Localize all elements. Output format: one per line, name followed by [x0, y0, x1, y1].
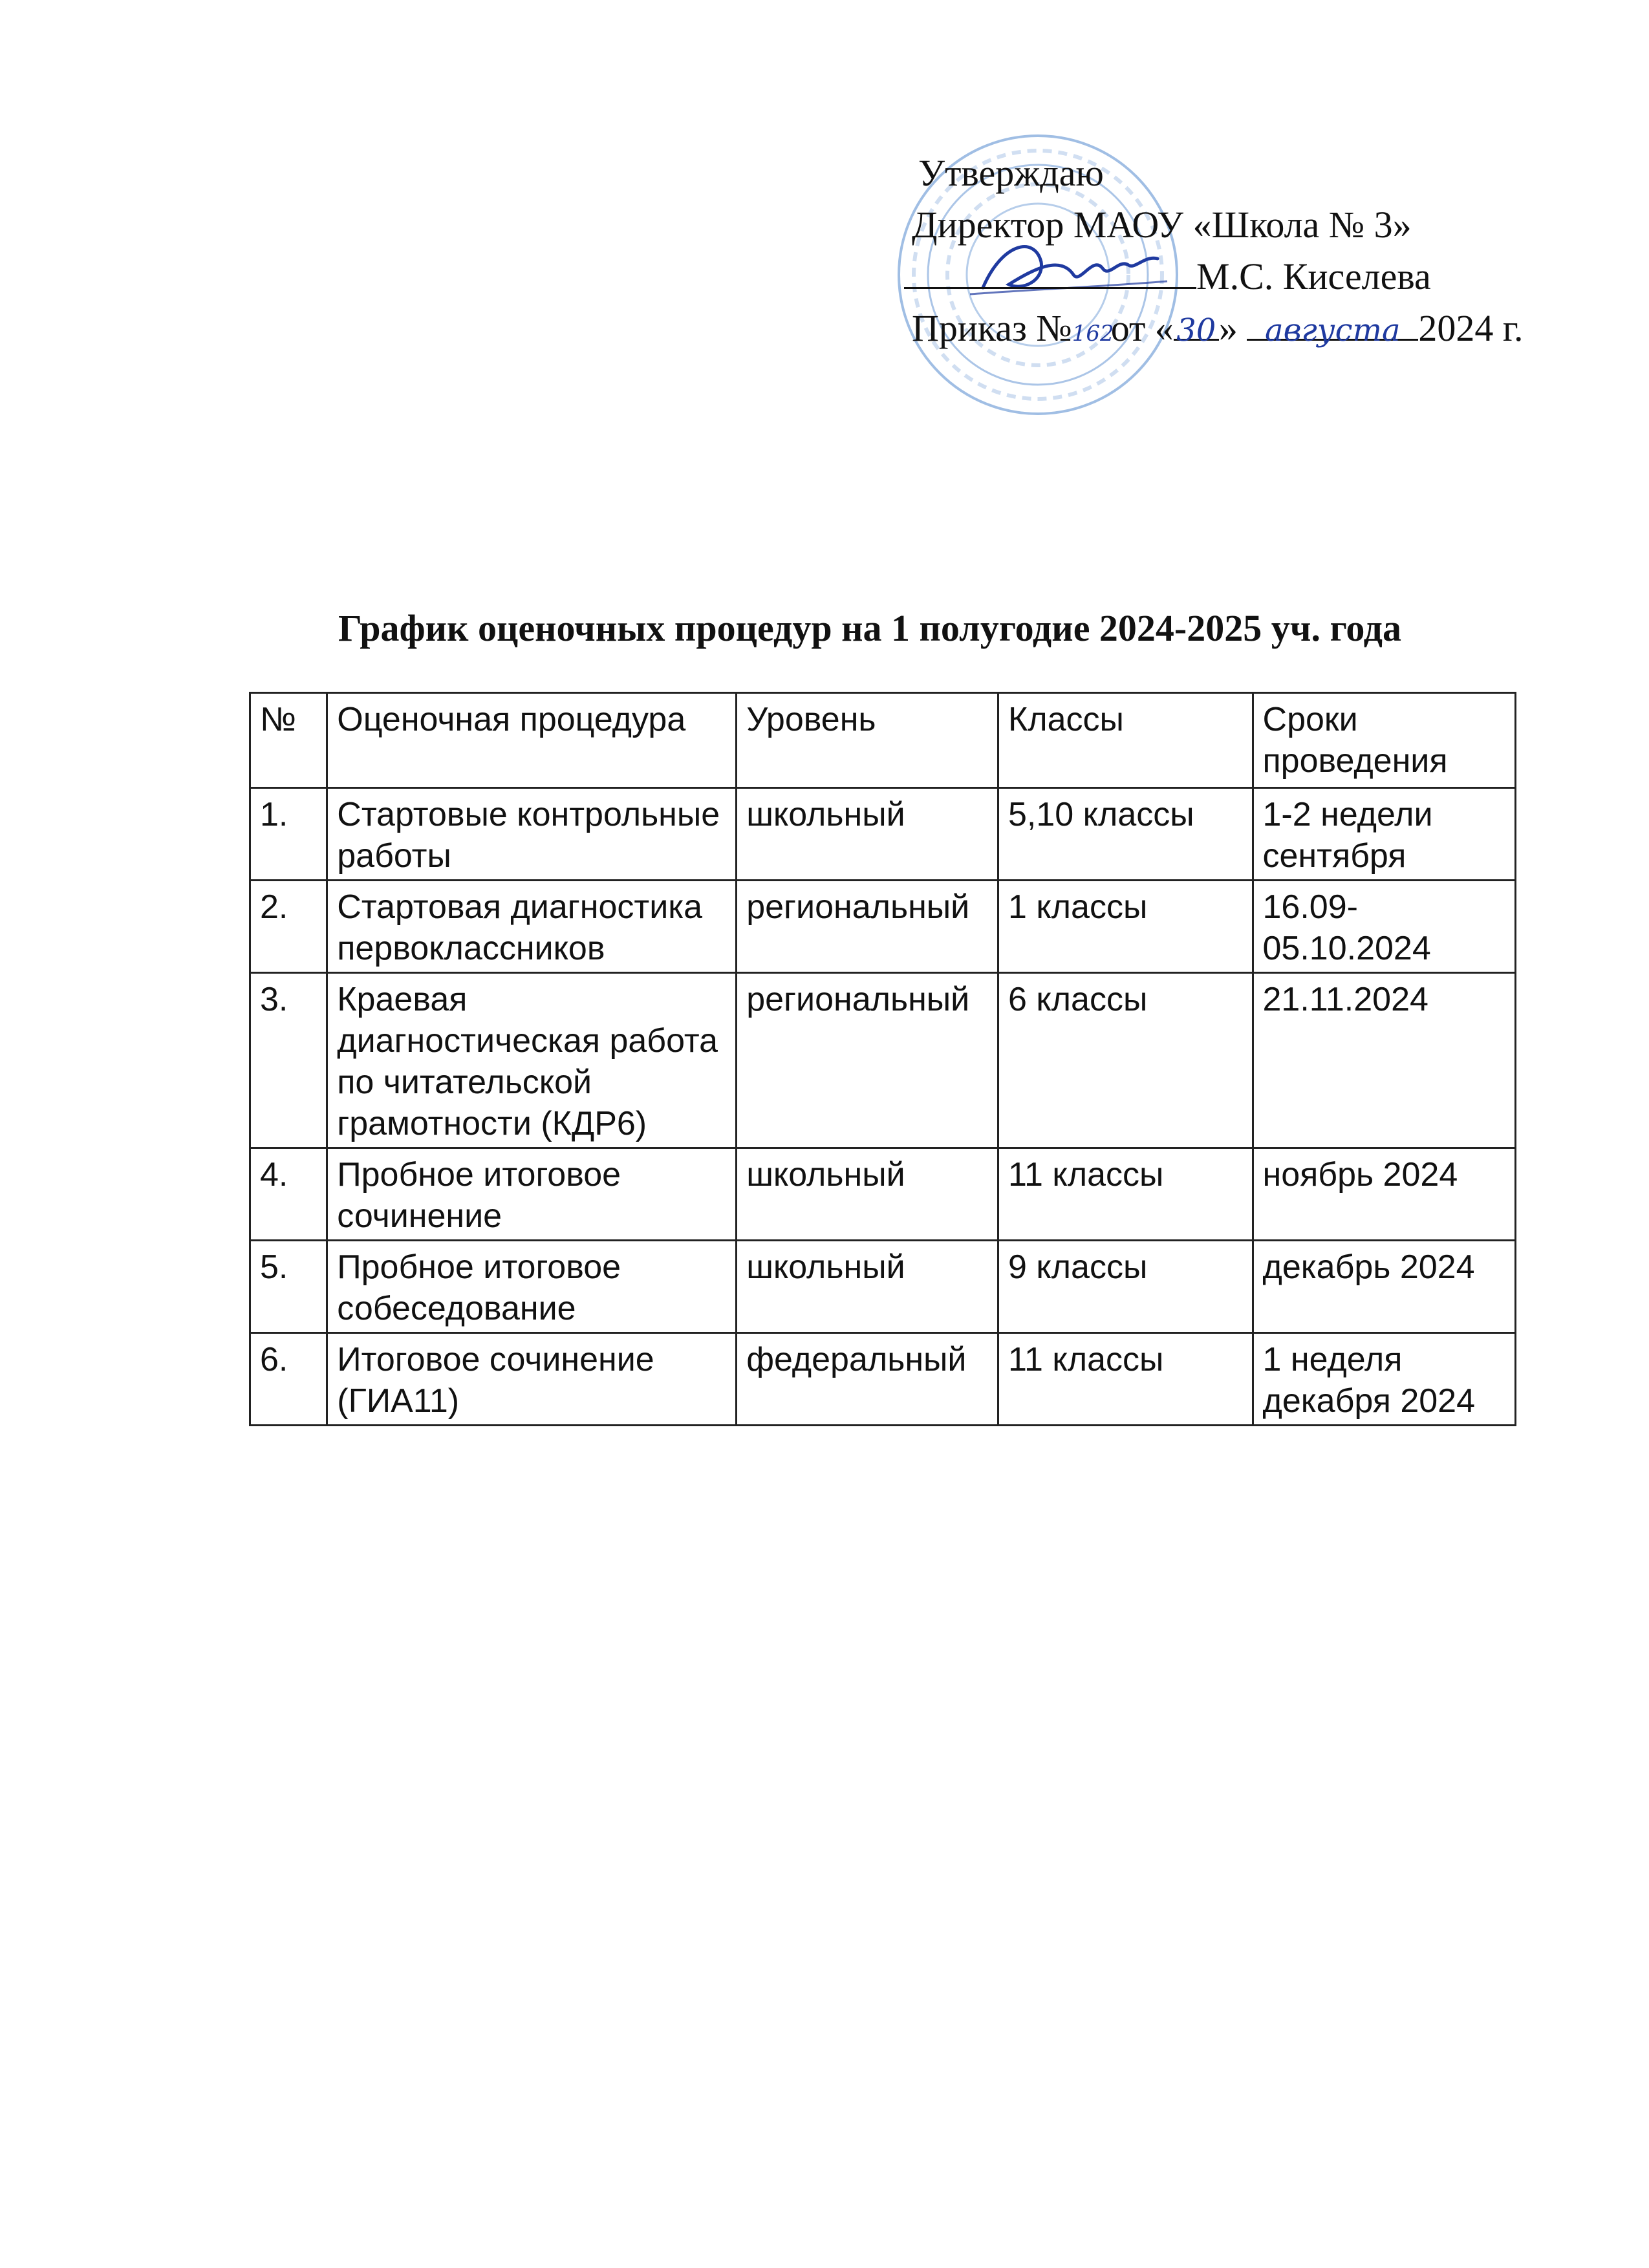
approval-heading: Утверждаю — [918, 152, 1104, 194]
cell-level: школьный — [737, 1148, 998, 1241]
document-title: График оценочных процедур на 1 полугодие 2024-2025 уч. года — [338, 607, 1402, 649]
cell-number: 4. — [250, 1148, 327, 1241]
table-row — [250, 1148, 1516, 1241]
cell-level: региональный — [737, 881, 998, 973]
cell-procedure: Пробное итоговое собеседование — [327, 1241, 737, 1333]
header-number: № — [250, 693, 327, 788]
cell-classes: 11 классы — [998, 1148, 1253, 1241]
cell-classes: 6 классы — [998, 973, 1253, 1148]
cell-dates: 1-2 недели сентября — [1253, 788, 1515, 881]
cell-procedure: Стартовые контрольные работы — [327, 788, 737, 881]
table-header-row — [250, 693, 1516, 788]
cell-classes: 11 классы — [998, 1333, 1253, 1426]
table-row — [250, 881, 1516, 973]
header-procedure: Оценочная процедура — [327, 693, 737, 788]
signature-line — [904, 251, 1558, 303]
order-month: августа — [1264, 312, 1401, 348]
order-day: 30 — [1176, 312, 1216, 348]
cell-dates: 1 неделя декабря 2024 — [1253, 1333, 1515, 1426]
cell-classes: 1 классы — [998, 881, 1253, 973]
cell-procedure: Пробное итоговое сочинение — [327, 1148, 737, 1241]
cell-dates: декабрь 2024 — [1253, 1241, 1515, 1333]
table-row — [250, 1241, 1516, 1333]
signatory-name: М.С. Киселева — [1196, 255, 1431, 297]
cell-procedure: Стартовая диагностика первоклассников — [327, 881, 737, 973]
cell-number: 3. — [250, 973, 327, 1148]
signature-blank — [904, 251, 1196, 289]
cell-level: школьный — [737, 788, 998, 881]
order-number: 162 — [1072, 321, 1114, 347]
cell-level: региональный — [737, 973, 998, 1148]
cell-classes: 9 классы — [998, 1241, 1253, 1333]
header-dates: Сроки проведения — [1253, 693, 1515, 788]
cell-number: 1. — [250, 788, 327, 881]
cell-procedure: Краевая диагностическая работа по читательской грамотности (КДР6) — [327, 973, 737, 1148]
order-close: » — [1218, 307, 1238, 349]
cell-number: 2. — [250, 881, 327, 973]
header-classes: Классы — [998, 693, 1253, 788]
cell-level: школьный — [737, 1241, 998, 1333]
cell-number: 5. — [250, 1241, 327, 1333]
order-line — [912, 303, 1558, 354]
order-from: от « — [1110, 307, 1174, 349]
cell-level: федеральный — [737, 1333, 998, 1426]
table-row — [250, 788, 1516, 881]
order-year: 2024 г. — [1418, 307, 1524, 349]
cell-dates: 16.09-05.10.2024 — [1253, 881, 1515, 973]
table-row — [250, 1333, 1516, 1426]
cell-dates: 21.11.2024 — [1253, 973, 1515, 1148]
cell-procedure: Итоговое сочинение (ГИА11) — [327, 1333, 737, 1426]
header-level: Уровень — [737, 693, 998, 788]
cell-dates: ноябрь 2024 — [1253, 1148, 1515, 1241]
cell-classes: 5,10 классы — [998, 788, 1253, 881]
director-title: Директор МАОУ «Школа № 3» — [912, 204, 1412, 246]
order-prefix: Приказ № — [912, 307, 1072, 349]
cell-number: 6. — [250, 1333, 327, 1426]
approval-block — [912, 147, 1558, 354]
assessment-schedule-table — [249, 692, 1516, 1426]
table-row — [250, 973, 1516, 1148]
